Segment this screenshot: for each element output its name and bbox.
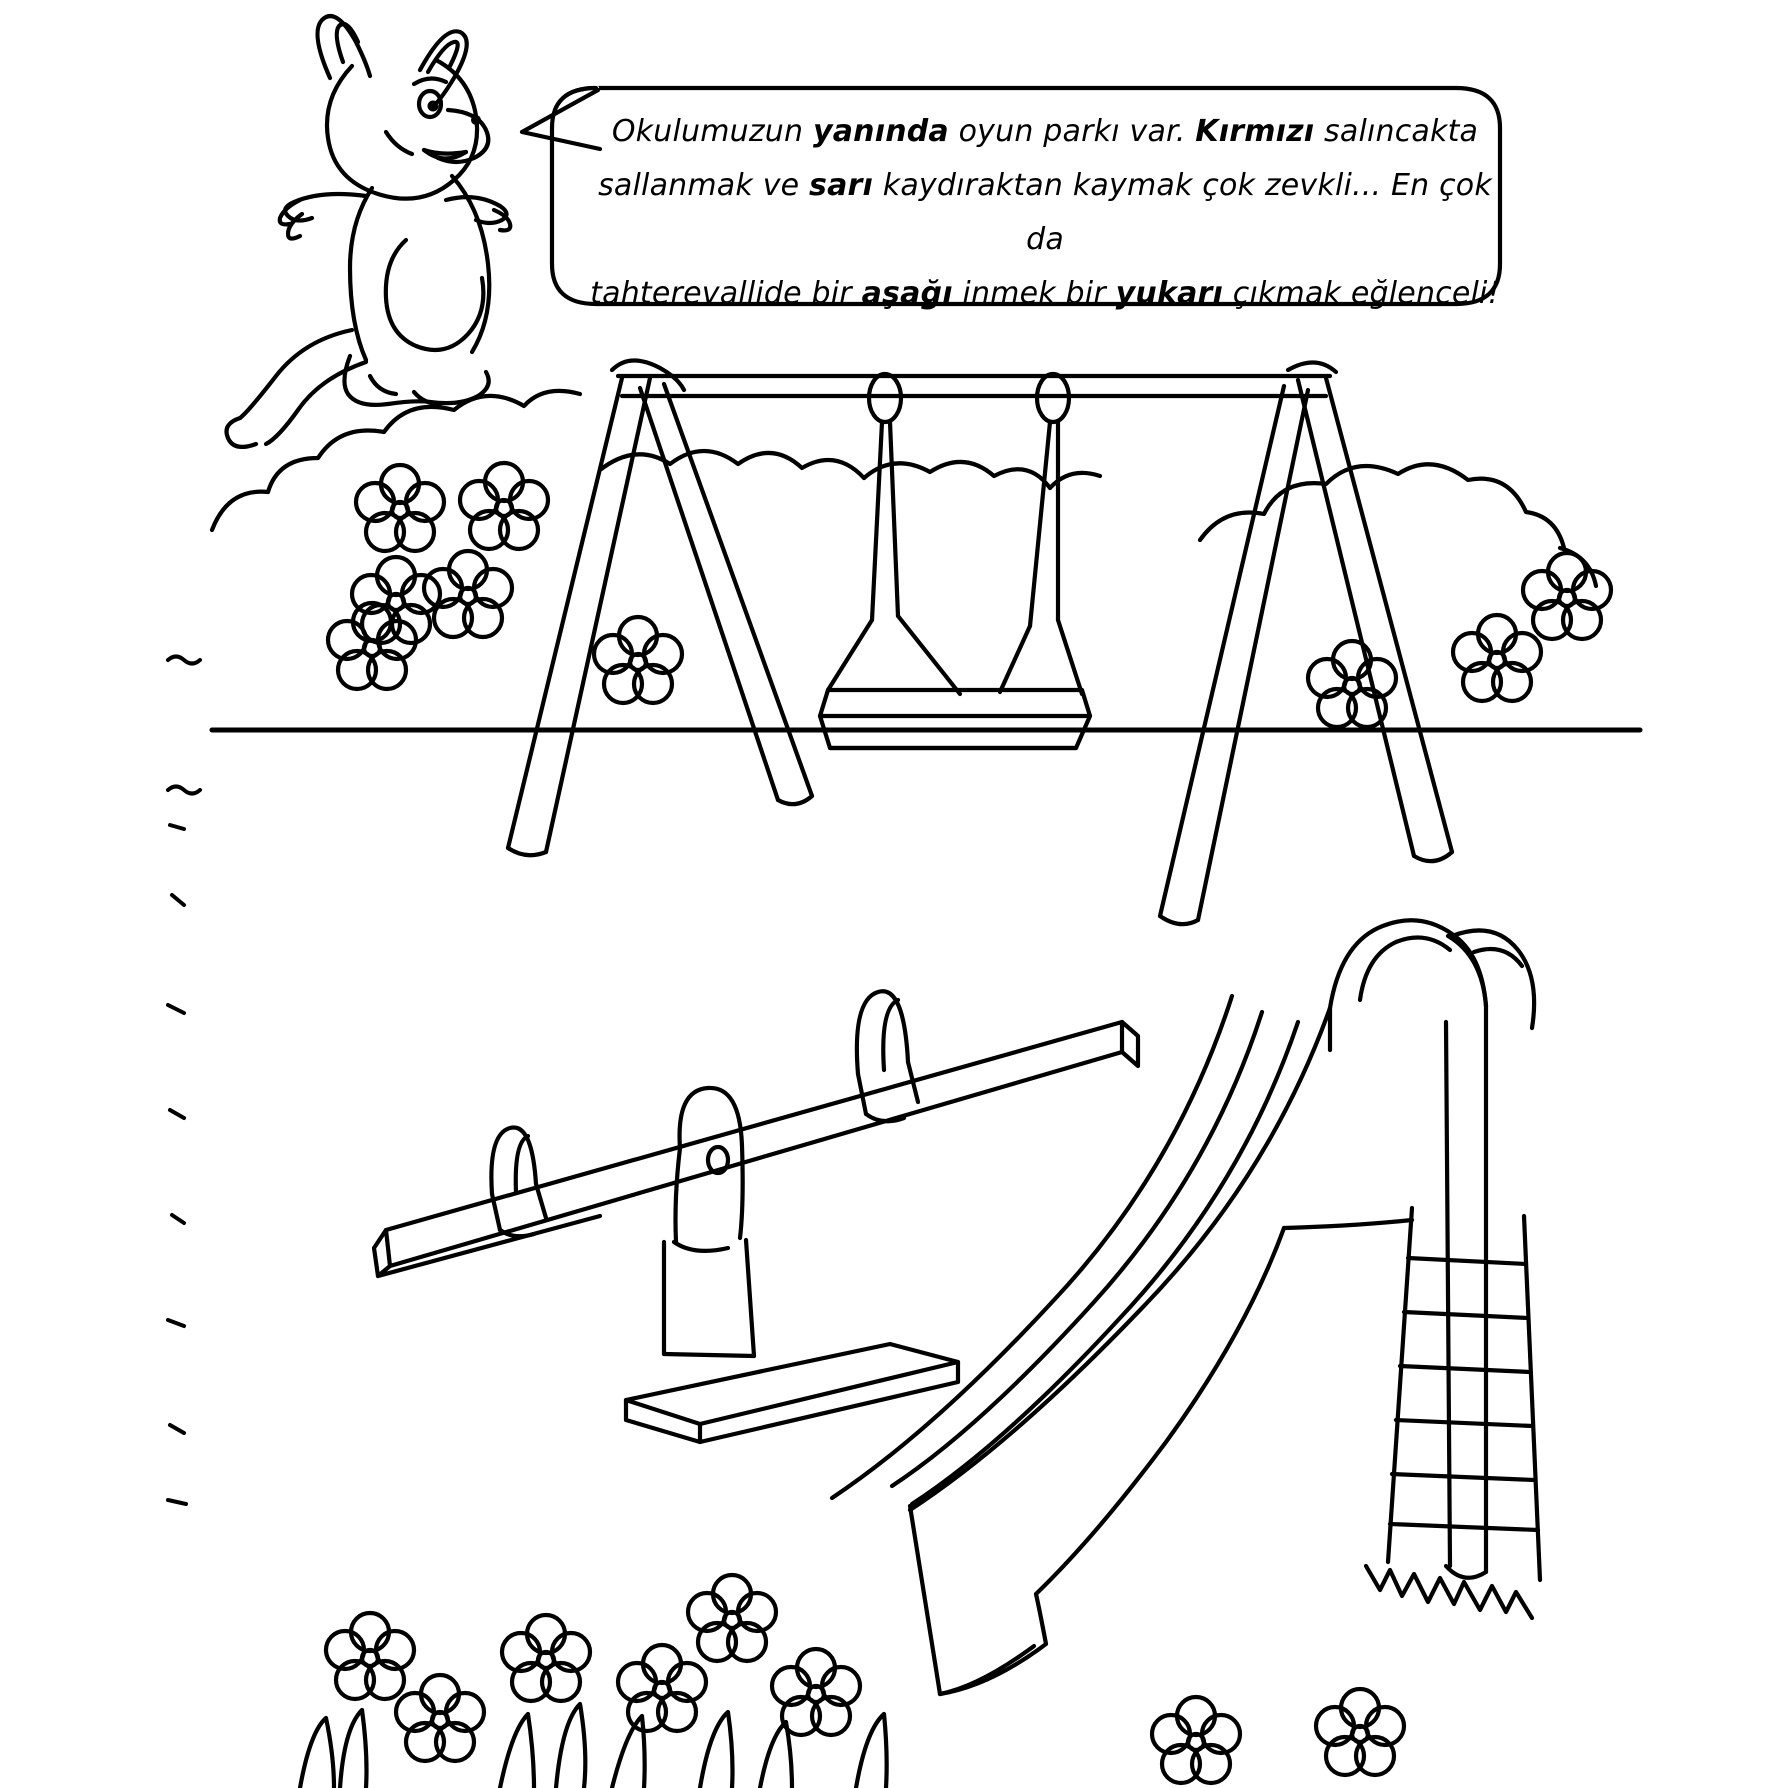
slide xyxy=(832,920,1540,1694)
margin-ticks xyxy=(168,657,200,1505)
speech-line-3: tahterevallide bir aşağı inmek bir yukarı çıkmak eğlenceli! xyxy=(590,276,1500,311)
kangaroo-mascot xyxy=(227,16,511,447)
flowers-left xyxy=(328,463,682,703)
speech-line-1: Okulumuzun yanında oyun parkı var. Kırmızı salıncakta xyxy=(611,114,1479,149)
grass-bottom xyxy=(300,1704,887,1788)
flowers-right xyxy=(1308,553,1611,727)
speech-line-2: sallanmak ve sarı kaydıraktan kaymak çok zevkli... En çok da xyxy=(598,168,1492,257)
speech-bubble-text xyxy=(590,105,1500,321)
bushes-left xyxy=(212,391,1100,530)
